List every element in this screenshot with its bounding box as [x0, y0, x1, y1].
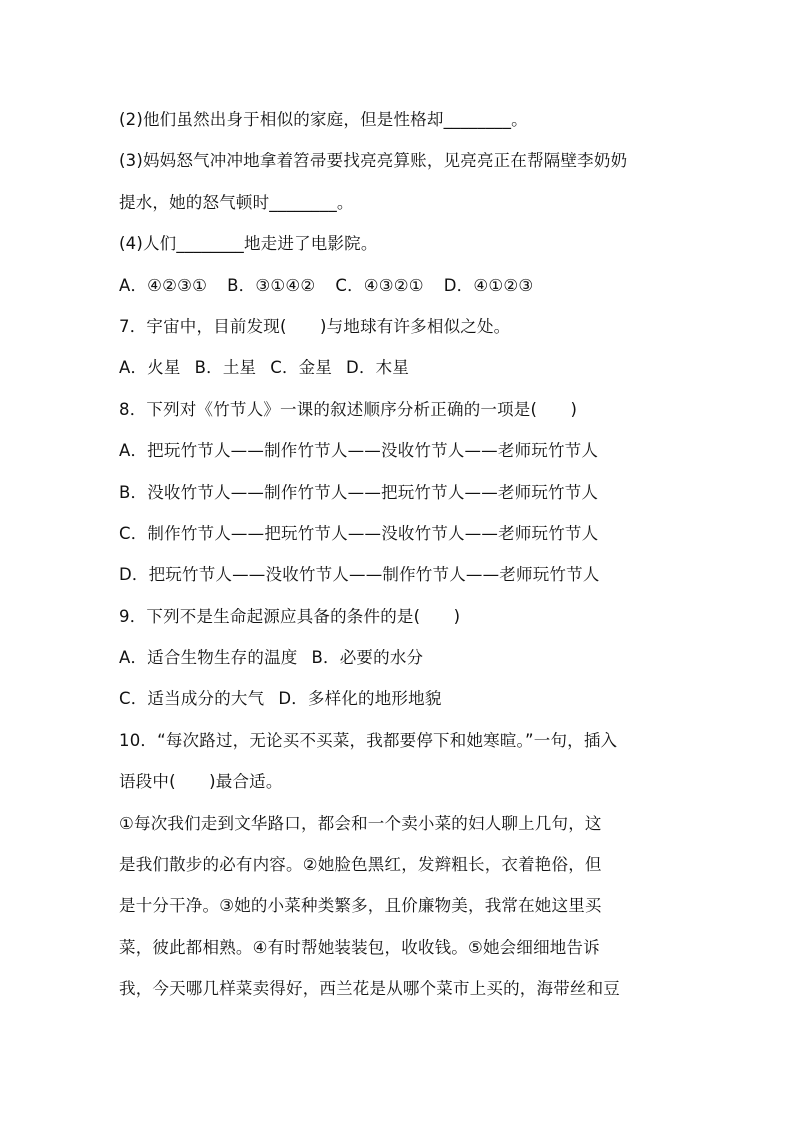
q10-passage-line3: 是十分干净。③她的小菜种类繁多，且价廉物美，我常在她这里买: [119, 896, 602, 916]
q6-option-b[interactable]: B．③①④②: [227, 275, 316, 295]
q9-option-c[interactable]: C．适当成分的大气: [119, 689, 265, 709]
q9-option-a[interactable]: A．适合生物生存的温度: [119, 648, 298, 668]
q9-options-row1: [119, 637, 679, 678]
q8-stem: 8．下列对《竹节人》一课的叙述顺序分析正确的一项是( ): [119, 399, 578, 419]
q8-option-c[interactable]: C．制作竹节人——把玩竹节人——没收竹节人——老师玩竹节人: [119, 523, 599, 543]
q7-option-c[interactable]: C．金星: [270, 358, 333, 378]
q7-option-a[interactable]: A．火星: [119, 358, 181, 378]
q7-option-d[interactable]: D．木星: [346, 358, 410, 378]
q10-passage-line1: ①每次我们走到文华路口，都会和一个卖小菜的妇人聊上几句，这: [119, 813, 602, 833]
question-content: [119, 99, 679, 1010]
q6-option-a[interactable]: A．④②③①: [119, 275, 208, 295]
q7-options: [119, 347, 679, 388]
q10-passage-line2: 是我们散步的必有内容。②她脸色黑红，发辫粗长，衣着艳俗，但: [119, 855, 602, 875]
q7-option-b[interactable]: B．土星: [194, 358, 257, 378]
q9-option-d[interactable]: D．多样化的地形地貌: [278, 689, 442, 709]
q6-item-3-line1: (3)妈妈怒气冲冲地拿着笤帚要找亮亮算账，见亮亮正在帮隔壁李奶奶: [119, 151, 628, 171]
q6-option-d[interactable]: D．④①②③: [443, 275, 534, 295]
q7-stem: 7．宇宙中，目前发现( )与地球有许多相似之处。: [119, 316, 511, 336]
q6-item-2: (2)他们虽然出身于相似的家庭，但是性格却________。: [119, 110, 528, 129]
q8-option-d[interactable]: D．把玩竹节人——没收竹节人——制作竹节人——老师玩竹节人: [119, 565, 600, 585]
q10-passage-line5: 我，今天哪几样菜卖得好，西兰花是从哪个菜市上买的，海带丝和豆: [119, 979, 620, 999]
q6-options: [119, 265, 679, 306]
q10-stem-line2: 语段中( )最合适。: [119, 772, 283, 792]
q10-stem-line1: 10．“每次路过，无论买不买菜，我都要停下和她寒暄。”一句，插入: [119, 730, 618, 750]
q9-options-row2: [119, 678, 679, 719]
q9-stem: 9．下列不是生命起源应具备的条件的是( ): [119, 606, 461, 626]
q6-item-3-line2: 提水，她的怒气顿时________。: [119, 192, 354, 212]
q6-item-4: (4)人们________地走进了电影院。: [119, 234, 378, 254]
q8-option-a[interactable]: A．把玩竹节人——制作竹节人——没收竹节人——老师玩竹节人: [119, 441, 599, 461]
q9-option-b[interactable]: B．必要的水分: [311, 648, 424, 668]
q8-option-b[interactable]: B．没收竹节人——制作竹节人——把玩竹节人——老师玩竹节人: [119, 482, 599, 502]
q6-option-c[interactable]: C．④③②①: [335, 275, 424, 295]
q10-passage-line4: 菜，彼此都相熟。④有时帮她装装包，收收钱。⑤她会细细地告诉: [119, 937, 600, 957]
